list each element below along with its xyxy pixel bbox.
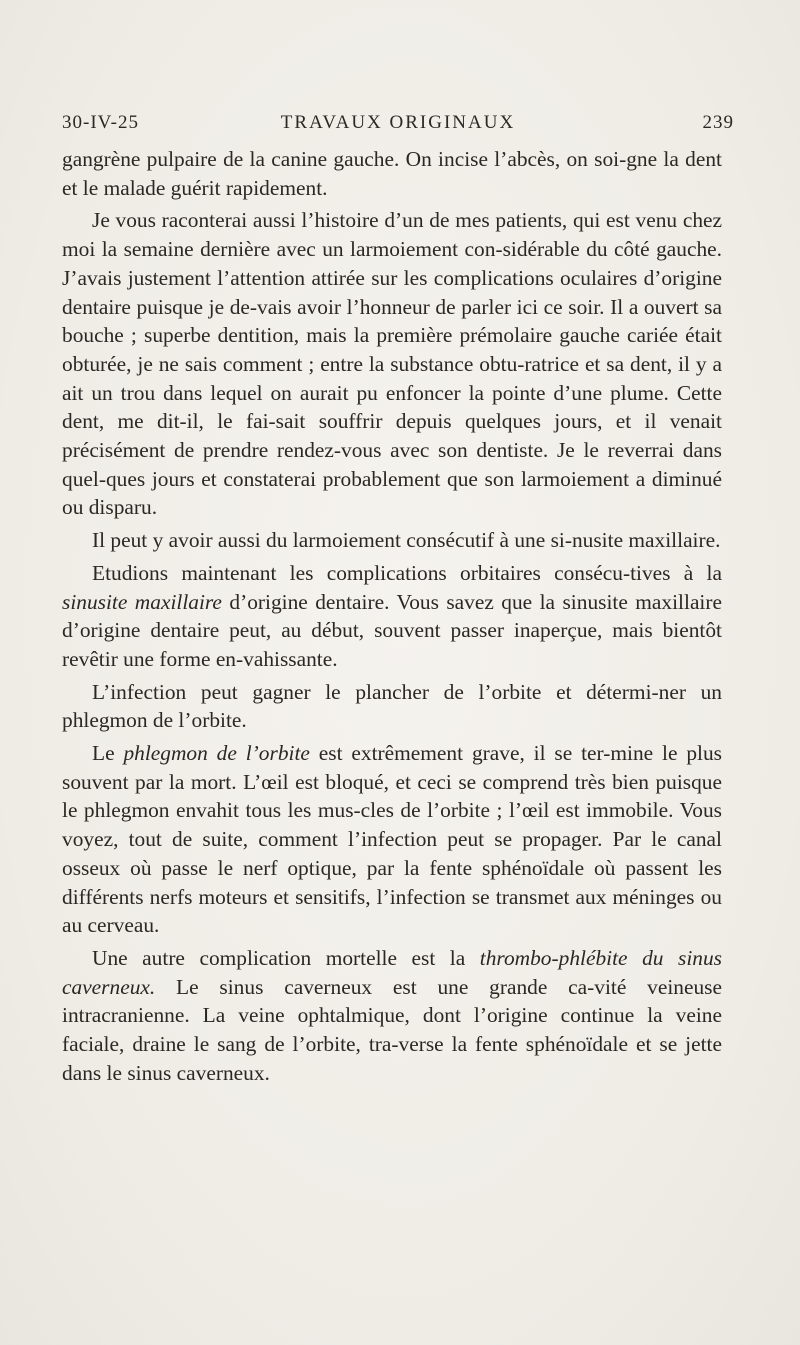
header-section-title: TRAVAUX ORIGINAUX <box>280 112 516 133</box>
text-run: Je vous raconterai aussi l’histoire d’un de mes patients, qui est venu chez moi la semaine dernière avec un larmoiement con-sidérable du côté gauche. J’avais justement l’attention attirée sur les complications oculaires d’origine dentaire puisque je de-vais avoir l’honneur de parler ici ce soir. Il a ouvert sa bouche ; superbe dentition, mais la première prémolaire gauche cariée était obturée, je ne sais comment ; entre la substance obtu-ratrice et sa dent, il y a ait un trou dans lequel on aurait pu enfoncer la pointe d’une plume. Cette dent, me dit-il, le fai-sait souffrir depuis quelques jours, et il venait précisément de prendre rendez-vous avec son dentiste. Je le reverrai dans quel-ques jours et constaterai probablement que son larmoiement a diminué ou disparu. <box>62 208 722 520</box>
italic-term: thrombo-phlébite du sinus caverneux. <box>62 945 722 999</box>
running-head <box>62 112 734 142</box>
paragraph <box>62 944 722 1088</box>
text-run: Le <box>92 741 124 766</box>
paragraph <box>62 678 722 735</box>
text-run: L’infection peut gagner le plancher de l’orbite et détermi-ner un phlegmon de l’orbite. <box>62 679 722 733</box>
text-run: est extrêmement grave, il se ter-mine le plus souvent par la mort. L’œil est bloqué, et ceci se comprend très bien puisque le phlegmon envahit tous les mus-cles de l’orbite ; l’œil est immobile. Vous voyez, tout de suite, comment l’infection peut se propager. Par le canal osseux où passe le nerf optique, par la fente sphénoïdale où passent les différents nerfs moteurs et sensitifs, l’infection se transmet aux méninges ou au cerveau. <box>62 741 722 938</box>
text-run: d’origine dentaire. Vous savez que la sinusite maxillaire d’origine dentaire peut, au début, souvent passer inaperçue, mais bientôt revêtir une forme en-vahissante. <box>62 589 722 671</box>
body-text <box>62 145 722 1092</box>
italic-term: sinusite maxillaire <box>62 589 222 614</box>
text-run: Une autre complication mortelle est la <box>92 945 480 970</box>
page-number: 239 <box>702 112 734 133</box>
header-date: 30-IV-25 <box>62 112 139 133</box>
paragraph <box>62 559 722 674</box>
italic-term: phlegmon de l’orbite <box>123 741 310 766</box>
paragraph <box>62 145 722 202</box>
text-run: Etudions maintenant les complications orbitaires consécu-tives à la <box>92 560 722 585</box>
paragraph <box>62 526 722 555</box>
paragraph <box>62 206 722 522</box>
paragraph <box>62 739 722 940</box>
text-run: Il peut y avoir aussi du larmoiement consécutif à une si-nusite maxillaire. <box>92 528 721 553</box>
text-run: gangrène pulpaire de la canine gauche. On incise l’abcès, on soi-gne la dent et le malade guérit rapidement. <box>62 147 722 200</box>
text-run: Le sinus caverneux est une grande ca-vité veineuse intracranienne. La veine ophtalmique, dont l’origine continue la veine faciale, draine le sang de l’orbite, tra-verse la fente sphénoïdale et se jette dans le sinus caverneux. <box>62 974 722 1085</box>
